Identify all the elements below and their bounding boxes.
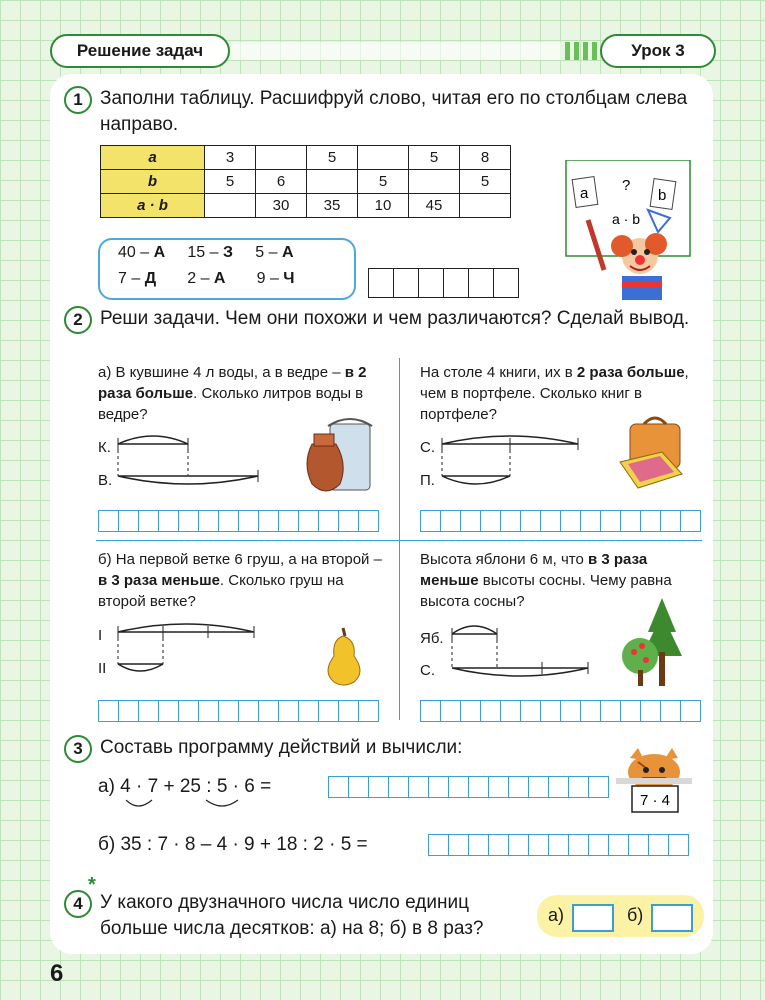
task2a-answer-boxes[interactable]	[98, 510, 379, 532]
row-label-b: b	[101, 170, 205, 194]
svg-text:a · b: a · b	[612, 211, 641, 227]
star-icon: *	[88, 874, 96, 896]
divider-horizontal	[96, 540, 702, 541]
task2b2-diagram	[446, 620, 596, 690]
row-label-a: a	[101, 146, 205, 170]
clown-illustration	[560, 160, 700, 300]
row-label-ab: a · b	[101, 194, 205, 218]
task3b-expression: б) 35 : 7 · 8 – 4 · 9 + 18 : 2 · 5 =	[98, 834, 368, 855]
task3a-answer-boxes[interactable]	[328, 776, 609, 798]
section-title: Решение задач	[50, 34, 230, 68]
pear-illustration	[318, 622, 368, 686]
task-number-4: 4	[64, 890, 92, 918]
task2b2-answer-boxes[interactable]	[420, 700, 701, 722]
task2b-label-1: I	[98, 627, 103, 644]
task-number-1: 1	[64, 86, 92, 114]
jug-and-bucket-illustration	[302, 414, 377, 496]
task1-text: Заполни таблицу. Расшифруй слово, читая его по столбцам слева направо.	[100, 88, 688, 135]
task-number-3: 3	[64, 735, 92, 763]
task2a2-diagram	[436, 430, 586, 500]
task4-label-b: б)	[627, 905, 644, 925]
svg-text:?: ?	[622, 177, 631, 194]
task2a-text: а) В кувшине 4 л воды, а в ведре – в 2 раза больше. Сколько литров воды в ведре?	[98, 364, 367, 423]
task2b2-label-s: С.	[420, 662, 435, 679]
trees-illustration	[612, 596, 692, 690]
task4-answer-a[interactable]	[572, 904, 614, 932]
task2-text: Реши задачи. Чем они похожи и чем различаются? Сделай вывод.	[100, 308, 690, 329]
task2b-diagram	[112, 618, 262, 688]
page-number: 6	[50, 960, 64, 987]
task4-text: У какого двузначного числа число единиц больше числа десятков: а) на 8; б) в 8 раз?	[100, 892, 484, 939]
book-and-bag-illustration	[616, 416, 691, 494]
task2b2-text: Высота яблони 6 м, что в 3 раза меньше высоты сосны. Чему равна высота сосны?	[420, 551, 672, 610]
task2b-label-2: II	[98, 660, 107, 677]
task2b-answer-boxes[interactable]	[98, 700, 379, 722]
task2a2-text: На столе 4 книги, их в 2 раза больше, чем в портфеле. Сколько книг в портфеле?	[420, 364, 689, 423]
task2a-label-k: К.	[98, 439, 111, 456]
task4-answer-b[interactable]	[651, 904, 693, 932]
task2a2-label-s: С.	[420, 439, 435, 456]
divider-vertical	[399, 358, 400, 720]
task2a2-answer-boxes[interactable]	[420, 510, 701, 532]
task3-text: Составь программу действий и вычисли:	[100, 737, 463, 758]
card-a: a	[580, 185, 589, 202]
task-number-2: 2	[64, 306, 92, 334]
task3a-expression: а) 4 · 7 + 25 : 5 · 6 =	[98, 776, 272, 797]
multiplication-table: a 3 5 5 8 b 5 6 5 5 a · b 30 35 10 45	[100, 145, 511, 218]
task2a-label-v: В.	[98, 472, 113, 489]
task3b-answer-boxes[interactable]	[428, 834, 689, 856]
task3a-order-arcs	[118, 798, 278, 814]
task2b-text: б) На первой ветке 6 груш, а на второй – в 3 раза меньше. Сколько груш на второй ветке?	[98, 551, 382, 610]
task2a-diagram	[112, 430, 262, 500]
task4-label-a: а)	[548, 905, 565, 925]
svg-text:b: b	[658, 187, 667, 204]
lesson-title: Урок 3	[600, 34, 716, 68]
answer-word-boxes[interactable]	[368, 268, 519, 298]
cipher-key: 40 – А 15 – З 5 – А 7 – Д 2 – А 9 – Ч	[98, 238, 356, 300]
cat-sign-text: 7 · 4	[640, 792, 671, 809]
cat-illustration	[616, 748, 692, 822]
task2a2-label-p: П.	[420, 472, 435, 489]
task2b2-label-yab: Яб.	[420, 630, 444, 647]
